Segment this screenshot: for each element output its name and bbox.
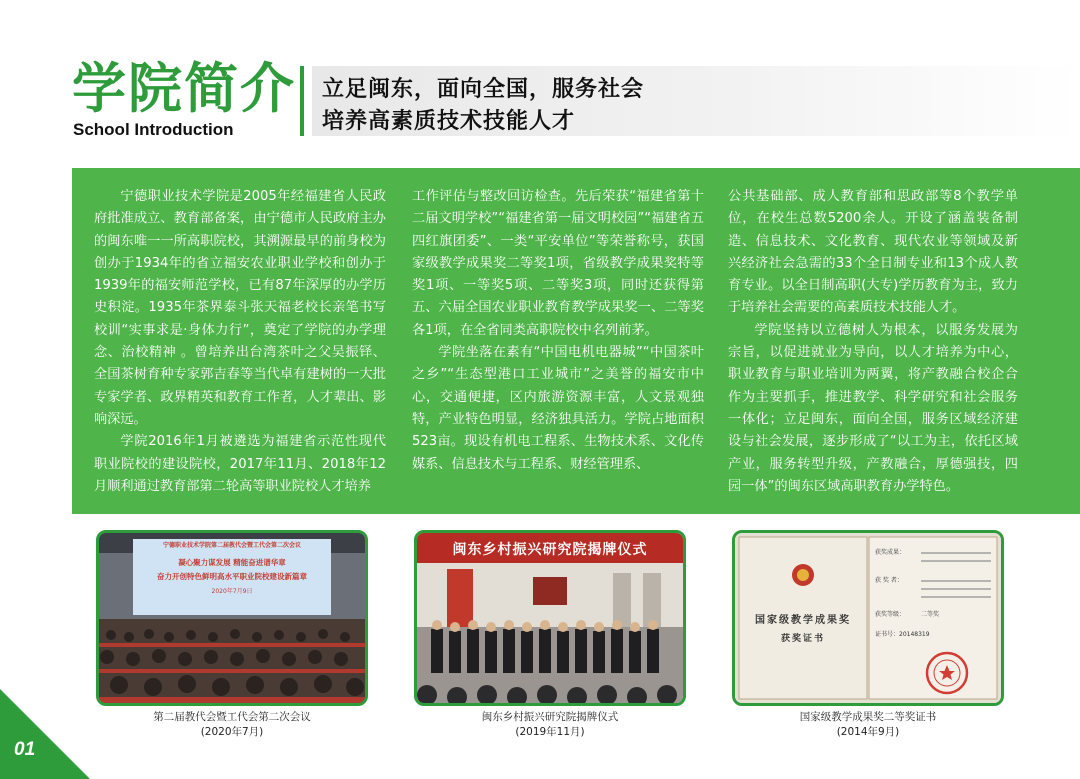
- caption-title: 第二届教代会暨工代会第二次会议: [153, 711, 311, 723]
- corner-decoration: [0, 689, 90, 779]
- paragraph: 学院坐落在素有“中国电机电器城”“中国茶叶之乡”“生态型港口工业城市”之美誉的福安市中心，交通便捷，区内旅游资源丰富，人文景观独特，产业特色明显，经济独具活力。学院占地面积523亩。现设有机电工程系、生物技术系、文化传媒系、信息技术与工程系、财经管理系、: [412, 345, 704, 472]
- page-number: 01: [14, 739, 36, 760]
- photo-ceremony: [414, 530, 686, 706]
- certificate-number: 证书号：20148319: [875, 631, 930, 638]
- screen-text-3: 奋力开创特色鲜明高水平职业院校建设新篇章: [157, 572, 307, 581]
- photo-meeting: [96, 530, 368, 706]
- screen-text-4: 2020年7月9日: [211, 588, 253, 595]
- caption-date: (2020年7月): [200, 726, 264, 738]
- photo-caption-3: [732, 710, 1004, 740]
- title-divider: [300, 66, 304, 136]
- certificate-field-3: 获奖等级：: [875, 611, 906, 618]
- photo-caption-2: [414, 710, 686, 740]
- paragraph: 学院2016年1月被遴选为福建省示范性现代职业院校的建设院校，2017年11月、2018年12月顺利通过教育部第二轮高等职业院校人才培养: [94, 434, 386, 494]
- photo-certificate: [732, 530, 1004, 706]
- photo-caption-1: [96, 710, 368, 740]
- text-column-2: [412, 186, 704, 476]
- screen-text-1: 宁德职业技术学院第二届教代会暨工代会第二次会议: [162, 542, 301, 549]
- caption-title: 闽东乡村振兴研究院揭牌仪式: [481, 711, 619, 723]
- screen-text-2: 凝心聚力谋发展 精能奋进谱华章: [178, 558, 286, 567]
- caption-date: (2014年9月): [836, 726, 900, 738]
- certificate-subtitle: 获奖证书: [780, 634, 825, 644]
- certificate-field-1: 获奖成果：: [875, 549, 906, 556]
- caption-title: 国家级教学成果奖二等奖证书: [799, 711, 937, 723]
- certificate-field-2: 获 奖 者：: [875, 577, 903, 584]
- certificate-title: 国家级教学成果奖: [755, 615, 851, 626]
- caption-date: (2019年11月): [515, 726, 585, 738]
- introduction-text-box: [72, 168, 1080, 514]
- paragraph: 学院坚持以立德树人为根本，以服务发展为宗旨，以促进就业为导向，以人才培养为中心，职业教育与职业培训为两翼，将产教融合校企合作为主要抓手，推进教学、科学研究和社会服务一体化；立足闽东，面向全国，服务区域经济建设与社会发展，逐步形成了“以工为主，依托区域产业，服务转型升级，产教融合，厚德强技，四园一体”的闽东区域高职教育办学特色。: [728, 322, 1018, 494]
- ceremony-banner-text: 闽东乡村振兴研究院揭牌仪式: [452, 542, 648, 558]
- paragraph: 公共基础部、成人教育部和思政部等8个教学单位，在校生总数5200余人。开设了涵盖装备制造、信息技术、文化教育、现代农业等领域及新兴经济社会急需的33个全日制专业和13个成人教育专业。以全日制高职(大专)学历教育为主，致力于培养社会需要的高素质技术技能人才。: [728, 189, 1018, 316]
- paragraph: 宁德职业技术学院是2005年经福建省人民政府批准成立、教育部备案，由宁德市人民政府主办的闽东唯一一所高职院校，其溯源最早的前身校为创办于1934年的省立福安农业职业学校和创办于1939年的福安师范学校，已有87年深厚的办学历史积淀。1935年茶界泰斗张天福老校长亲笔书写校训“实事求是·身体力行”，奠定了学院的办学理念、治校精神 。曾培养出台湾茶叶之父吴振铎、全国茶树育种专家郭吉春等当代卓有建树的一大批专家学者、政界精英和教育工作者，人才辈出、影响深远。: [94, 189, 386, 427]
- certificate-level: 二等奖: [921, 611, 940, 618]
- text-column-1: [94, 186, 386, 498]
- text-column-3: [728, 186, 1018, 498]
- page-subtitle-english: School Introduction: [73, 120, 234, 139]
- paragraph: 工作评估与整改回访检查。先后荣获“福建省第十二届文明学校”“福建省第一届文明校园”“福建省五四红旗团委”、一类“平安单位”等荣誉称号，获国家级教学成果奖二等奖1项，省级教学成果奖特等奖1项、一等奖5项、二等奖3项，同时还获得第五、六届全国农业职业教育教学成果奖一、二等奖各1项，在全省同类高职院校中名列前茅。: [412, 189, 704, 338]
- slogan-line-1: 立足闽东，面向全国，服务社会: [322, 77, 645, 102]
- page-title: 学院简介: [72, 57, 296, 120]
- slogan-line-2: 培养高素质技术技能人才: [322, 109, 576, 134]
